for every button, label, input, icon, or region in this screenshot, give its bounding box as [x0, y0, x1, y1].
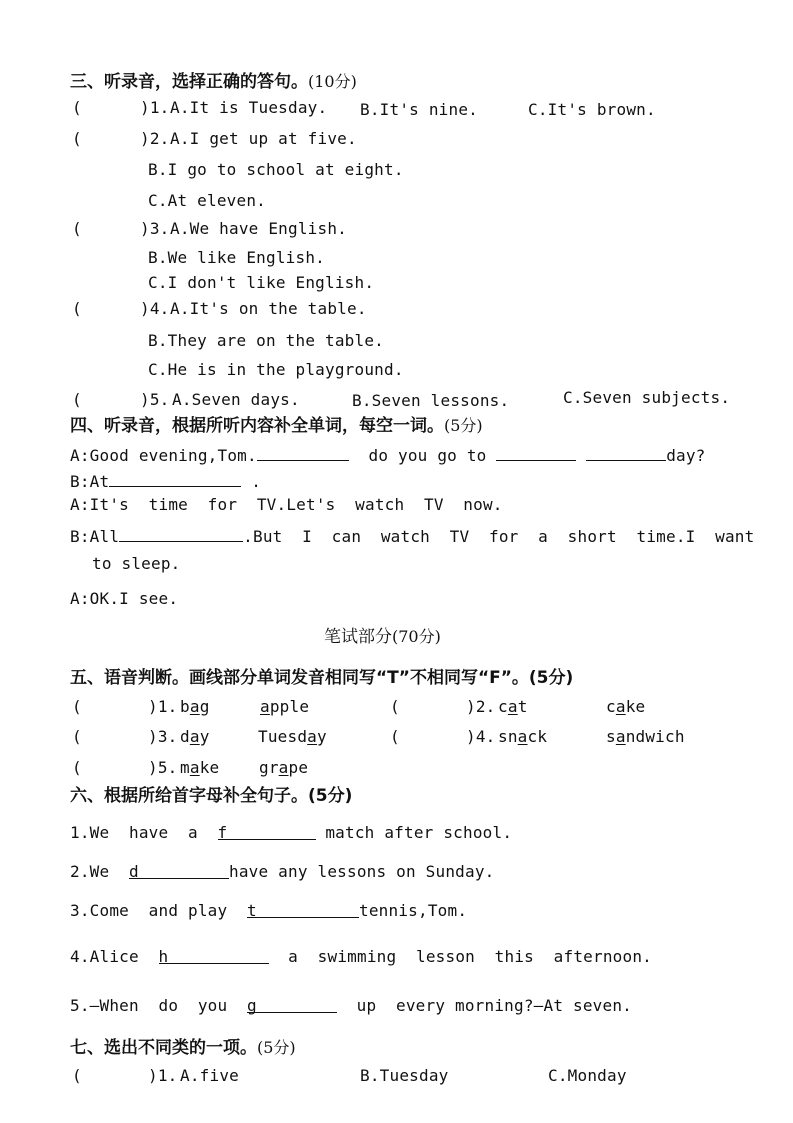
option-c: C.I don't like English. [148, 273, 375, 292]
answer-blank[interactable]: f [218, 823, 316, 840]
sentence-4: 4.Alice h a swimming lesson this afternoon. [70, 947, 652, 966]
answer-paren: ( [72, 1066, 82, 1085]
dialogue-line [70, 444, 706, 466]
answer-blank[interactable] [257, 444, 349, 461]
phonics-word: Tuesday [258, 727, 327, 746]
answer-paren: ( [72, 697, 82, 716]
phonics-word: cake [606, 697, 646, 716]
question-number: )4. [466, 727, 496, 746]
option-a: A.I get up at five. [170, 129, 357, 148]
option-b: B.I go to school at eight. [148, 160, 404, 179]
question-number: )1. [140, 98, 170, 117]
answer-paren: ( [72, 390, 82, 409]
option-c: C.Monday [548, 1066, 627, 1085]
phonics-word: bag [180, 697, 210, 716]
option-c: C.He is in the playground. [148, 360, 404, 379]
question-number: )3. [148, 727, 178, 746]
option-b: B.Seven lessons. [352, 391, 510, 410]
question-number: )5. [140, 390, 170, 409]
option-b: B.They are on the table. [148, 331, 384, 350]
option-a: A.We have English. [170, 219, 347, 238]
sentence-1: 1.We have a f match after school. [70, 823, 513, 842]
option-b: B.Tuesday [360, 1066, 449, 1085]
section-3-points: (10分) [308, 72, 357, 91]
sentence-5: 5.—When do you g up every morning?—At seven. [70, 996, 632, 1015]
answer-paren: ( [72, 727, 82, 746]
phonics-word: make [180, 758, 220, 777]
section-5-title-text: 五、语音判断。画线部分单词发音相同写“T”不相同写“F”。 [70, 668, 529, 688]
section-7-title-text: 七、选出不同类的一项。 [70, 1038, 257, 1058]
answer-blank[interactable]: d [129, 862, 229, 879]
question-number: )5. [148, 758, 178, 777]
dialogue-text: . [251, 472, 262, 491]
answer-blank[interactable] [586, 444, 666, 461]
section-7-title [70, 1038, 296, 1058]
dialogue-line: A:It's time for TV.Let's watch TV now. [70, 495, 503, 514]
phonics-word: apple [260, 697, 310, 716]
dialogue-line [70, 470, 261, 492]
written-points: (70分) [392, 627, 441, 646]
sentence-3: 3.Come and play t tennis,Tom. [70, 901, 468, 920]
dialogue-text: .But I can watch TV for a short time.I want [243, 527, 755, 546]
phonics-word: grape [259, 758, 309, 777]
sentence-2: 2.We d have any lessons on Sunday. [70, 862, 495, 881]
answer-blank[interactable]: t [247, 901, 359, 918]
option-a: A.five [180, 1066, 239, 1085]
answer-blank[interactable]: h [159, 947, 269, 964]
option-a: A.Seven days. [172, 390, 300, 409]
option-b: B.It's nine. [360, 100, 478, 119]
question-number: )3. [140, 219, 170, 238]
section-5-points: (5分) [528, 668, 574, 688]
section-7-points: (5分) [257, 1038, 296, 1057]
dialogue-text: day? [666, 446, 706, 465]
option-a: A.It's on the table. [170, 299, 367, 318]
option-c: C.Seven subjects. [563, 388, 731, 407]
dialogue-line [70, 525, 754, 547]
dialogue-text: B:At [70, 472, 110, 491]
option-c: C.It's brown. [528, 100, 656, 119]
question-number: )2. [466, 697, 496, 716]
phonics-word: cat [498, 697, 528, 716]
phonics-word: day [180, 727, 210, 746]
written-part-title [324, 627, 441, 647]
option-c: C.At eleven. [148, 191, 266, 210]
option-a: A.It is Tuesday. [170, 98, 328, 117]
section-3-title [70, 72, 357, 92]
section-6-title [70, 786, 352, 806]
answer-paren: ( [72, 98, 82, 117]
section-6-points: (5分) [308, 786, 353, 806]
answer-blank[interactable]: g [247, 996, 337, 1013]
answer-blank[interactable] [496, 444, 576, 461]
dialogue-text: A:Good evening,Tom. [70, 446, 257, 465]
section-4-points: (5分) [444, 416, 483, 435]
written-title-text: 笔试部分 [324, 627, 392, 647]
answer-paren: ( [72, 299, 82, 318]
section-4-title [70, 416, 483, 436]
question-number: )2. [140, 129, 170, 148]
question-number: )1. [148, 697, 178, 716]
question-number: )1. [148, 1066, 178, 1085]
dialogue-text: B:All [70, 527, 120, 546]
dialogue-line: to sleep. [92, 554, 181, 573]
phonics-word: snack [498, 727, 548, 746]
dialogue-line: A:OK.I see. [70, 589, 179, 608]
answer-paren: ( [72, 758, 82, 777]
section-3-title-text: 三、听录音，选择正确的答句。 [70, 72, 308, 92]
answer-paren: ( [390, 727, 400, 746]
option-b: B.We like English. [148, 248, 325, 267]
answer-paren: ( [72, 219, 82, 238]
question-number: )4. [140, 299, 170, 318]
answer-paren: ( [390, 697, 400, 716]
section-4-title-text: 四、听录音，根据所听内容补全单词，每空一词。 [70, 416, 444, 436]
answer-paren: ( [72, 129, 82, 148]
phonics-word: sandwich [606, 727, 685, 746]
answer-blank[interactable] [119, 525, 243, 542]
section-6-title-text: 六、根据所给首字母补全句子。 [70, 786, 308, 806]
dialogue-text: do you go to [368, 446, 487, 465]
section-5-title [70, 668, 573, 688]
answer-blank[interactable] [109, 470, 241, 487]
